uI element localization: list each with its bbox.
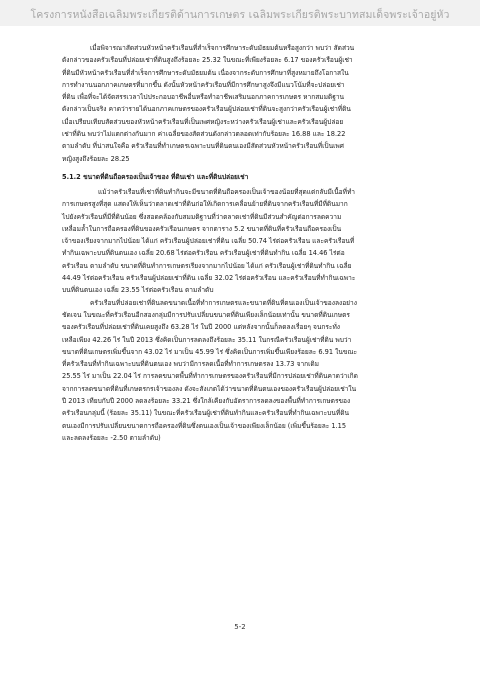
header-title: โครงการหนังสือเฉลิมพระเกียรติด้านการเกษตร เฉลิมพระเกียรติพระบาทสมเด็จพระเจ้าอยู่หัว bbox=[30, 9, 450, 21]
paragraph-land-change: ครัวเรือนที่ปล่อยเช่าที่ดินลดขนาดเนื้อที่ทำการเกษตรและขนาดที่ดินที่ตนเองเป็นเจ้าของลงอย่าง ชัดเจน ในขณะที่ครัวเรือนอีกสองกลุ่มมีการปรับเปลี่ยนขนาดที่ดินเพียงเล็กน้อยเท่านั้น ขนาดที่ดินเกษตร ของครัวเรือนที่ปล่อยเช่าที่ดินเคยสูงถึง 63.28 ไร่ ในปี 2000 แต่หลังจากนั้นก็ลดลงเรื่อยๆ จนกระทั่ง เหลือเพียง 42.26 ไร่ ในปี 2013 ซึ่งคิดเป็นการลดลงถึงร้อยละ 35.11 ในกรณีครัวเรือนผู้เช่าที่ดิน พบว่า ขนาดที่ดินเกษตรเพิ่มขึ้นจาก 43.02 ไร่ มาเป็น 45.99 ไร่ ซึ่งคิดเป็นการเพิ่มขึ้นเพียงร้อยละ 6.91 ในขณะ ที่ครัวเรือนที่ทำกินเฉพาะบนที่ดินตนเอง พบว่ามีการลดเนื้อที่ทำการเกษตรลง 13.73 จากเดิม 25.55 ไร่ มาเป็น 22.04 ไร่ การลดขนาดพื้นที่ทำการเกษตรของครัวเรือนที่มีการปล่อยเช่าที่ดินคาดว่าเกิด จากการลดขนาดที่ดินที่เกษตรกรเจ้าของลง ดังจะสังเกตได้ว่าขนาดที่ดินตนเองของครัวเรือนผู้ปล่อยเช่าใน ปี 2013 เทียบกับปี 2000 ลดลงร้อยละ 33.21 ซึ่งใกล้เคียงกับอัตราการลดลงของพื้นที่ทำการเกษตรของ ครัวเรือนกลุ่มนี้ (ร้อยละ 35.11) ในขณะที่ครัวเรือนผู้เช่าที่ดินทำกินและครัวเรือนที่ทำกินเฉพาะบนที่ดิน ตนเองมีการปรับเปลี่ยนขนาดการถือครองที่ดินซึ่งตนเองเป็นเจ้าของเพียงเล็กน้อย (เพิ่มขึ้นร้อยละ 1.15 และลดลงร้อยละ -2.50 ตามลำดับ) bbox=[62, 298, 358, 442]
header-band bbox=[0, 0, 480, 26]
section-heading: 5.1.2 ขนาดที่ดินถือครองเป็นเจ้าของ ที่ดินเช่า และที่ดินปล่อยเช่า bbox=[62, 172, 249, 181]
page-content bbox=[62, 42, 428, 444]
paragraph-education: เมื่อพิจารณาสัดส่วนหัวหน้าครัวเรือนที่สำเร็จการศึกษาระดับมัธยมต้นหรือสูงกว่า พบว่า สัดส่วน ดังกล่าวของครัวเรือนที่ปล่อยเช่าที่ดินสูงถึงร้อยละ 25.32 ในขณะที่เพียงร้อยละ 6.17 ของครัวเรือนผู้เช่า ที่ดินมีหัวหน้าครัวเรือนที่สำเร็จการศึกษาระดับมัธยมต้น เนื่องจากระดับการศึกษาที่สูงหมายถึงโอกาสใน การทำงานนอกภาคเกษตรที่มากขึ้น ดังนั้นหัวหน้าครัวเรือนที่มีการศึกษาสูงจึงมีแนวโน้มที่จะปล่อยเช่า ที่ดิน เพื่อที่จะได้จัดสรรเวลาไปประกอบอาชีพอื่นหรือทำอาชีพเสริมนอกภาคการเกษตร หากสมมติฐาน ดังกล่าวเป็นจริง คาดว่ารายได้นอกภาคเกษตรของครัวเรือนผู้ปล่อยเช่าที่ดินจะสูงกว่าครัวเรือนผู้เช่าที่ดิน เมื่อเปรียบเทียบสัดส่วนของหัวหน้าครัวเรือนที่เป็นเพศหญิงระหว่างครัวเรือนผู้เช่าและครัวเรือนผู้ปล่อย เช่าที่ดิน พบว่าไม่แตกต่างกันมาก ค่าเฉลี่ยของสัดส่วนดังกล่าวตลอดเท่ากับร้อยละ 16.88 และ 18.22 ตามลำดับ ที่น่าสนใจคือ ครัวเรือนที่ทำเกษตรเฉพาะบนที่ดินตนเองมีสัดส่วนหัวหน้าครัวเรือนที่เป็นเพศ หญิงสูงถึงร้อยละ 28.25 bbox=[62, 44, 355, 163]
page-number: 5-2 bbox=[234, 623, 246, 631]
paragraph-land-size: แม้ว่าครัวเรือนที่เช่าที่ดินทำกินจะมีขนาดที่ดินถือครองเป็นเจ้าของน้อยที่สุดแต่กลับมีเนื้อที่ทำ การเกษตรสูงที่สุด แสดงให้เห็นว่าตลาดเช่าที่ดินก่อให้เกิดการเคลื่อนย้ายที่ดินจากครัวเรือนที่มีที่ดินมาก ไปยังครัวเรือนที่มีที่ดินน้อย ซึ่งสอดคล้องกับสมมติฐานที่ว่าตลาดเช่าที่ดินมีส่วนสำคัญต่อการลดความ เหลื่อมล้ำในการถือครองที่ดินของครัวเรือนเกษตร จากตาราง 5.2 ขนาดที่ดินที่ครัวเรือนถือครองเป็น เจ้าของเรียงจากมากไปน้อย ได้แก่ ครัวเรือนผู้ปล่อยเช่าที่ดิน เฉลี่ย 50.74 ไร่ต่อครัวเรือน และครัวเรือนที่ ทำกินเฉพาะบนที่ดินตนเอง เฉลี่ย 20.68 ไร่ต่อครัวเรือน ครัวเรือนผู้เช่าที่ดินทำกิน เฉลี่ย 14.46 ไร่ต่อ ครัวเรือน ตามลำดับ ขนาดที่ดินทำการเกษตรเรียงจากมากไปน้อย ได้แก่ ครัวเรือนผู้เช่าที่ดินทำกิน เฉลี่ย 44.49 ไร่ต่อครัวเรือน ครัวเรือนผู้ปล่อยเช่าที่ดิน เฉลี่ย 32.02 ไร่ต่อครัวเรือน และครัวเรือนที่ทำกินเฉพาะ บนที่ดินตนเอง เฉลี่ย 23.55 ไร่ต่อครัวเรือน ตามลำดับ bbox=[62, 187, 356, 295]
